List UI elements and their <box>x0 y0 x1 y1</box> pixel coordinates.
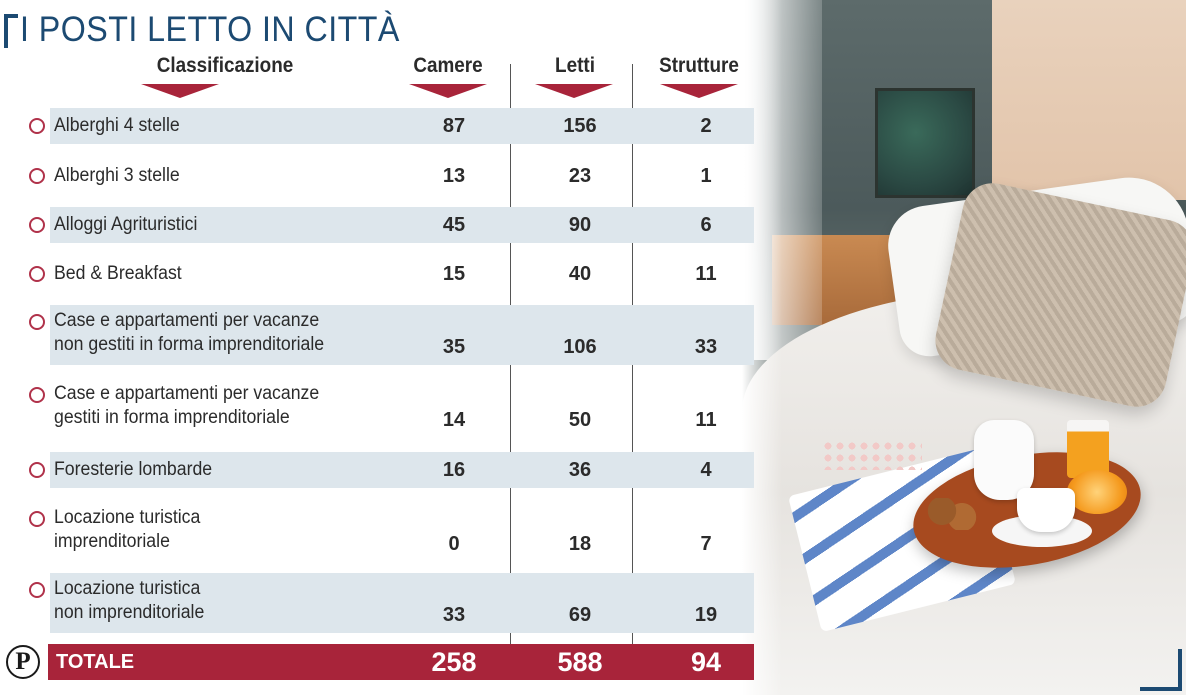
row-structures: 2 <box>700 115 712 137</box>
row-rooms: 14 <box>442 409 466 431</box>
bullet-circle-icon <box>29 168 45 184</box>
row-structures: 33 <box>694 336 718 358</box>
row-label: Case e appartamenti per vacanze <box>54 310 320 331</box>
table-row <box>50 378 754 438</box>
header-classification-arrow-icon <box>141 84 219 98</box>
row-beds: 36 <box>568 459 592 481</box>
photo-cookies <box>927 498 977 530</box>
row-rooms: 13 <box>442 165 466 187</box>
row-label: Locazione turistica <box>54 578 201 599</box>
bullet-circle-icon <box>29 462 45 478</box>
total-label: TOTALE <box>56 651 135 673</box>
bullet-circle-icon <box>29 511 45 527</box>
header-classification: Classificazione <box>156 54 294 77</box>
bedroom-breakfast-photo <box>742 0 1186 695</box>
header-structures: Strutture <box>659 54 739 77</box>
table-row <box>50 207 754 243</box>
table-row <box>50 256 754 292</box>
row-label: Bed & Breakfast <box>54 263 182 284</box>
row-label: Case e appartamenti per vacanze <box>54 383 320 404</box>
row-label: Alberghi 3 stelle <box>54 165 180 186</box>
bullet-circle-icon <box>29 582 45 598</box>
table-row <box>50 452 754 488</box>
bullet-circle-icon <box>29 266 45 282</box>
row-structures: 19 <box>694 604 718 626</box>
row-label-line2: gestiti in forma imprenditoriale <box>54 407 290 428</box>
page-title <box>4 10 433 50</box>
row-structures: 7 <box>700 533 712 555</box>
row-label-line2: non imprenditoriale <box>54 602 205 623</box>
row-structures: 4 <box>700 459 712 481</box>
table-row <box>50 573 754 633</box>
row-rooms: 16 <box>442 459 466 481</box>
row-beds: 18 <box>568 533 592 555</box>
photo-flowers <box>822 440 922 470</box>
row-beds: 69 <box>568 604 592 626</box>
row-structures: 1 <box>700 165 712 187</box>
row-rooms: 0 <box>448 533 460 555</box>
row-rooms: 45 <box>442 214 466 236</box>
header-beds-arrow-icon <box>535 84 613 98</box>
row-rooms: 35 <box>442 336 466 358</box>
total-rooms: 258 <box>431 647 477 677</box>
header-structures-arrow-icon <box>660 84 738 98</box>
row-label: Locazione turistica <box>54 507 201 528</box>
row-structures: 11 <box>695 263 717 285</box>
table-row <box>50 108 754 144</box>
row-beds: 106 <box>563 336 597 358</box>
row-label: Alloggi Agrituristici <box>54 214 198 235</box>
row-rooms: 33 <box>442 604 466 626</box>
row-beds: 156 <box>563 115 597 137</box>
table-row <box>50 305 754 365</box>
photo-juice-glass <box>1067 420 1109 478</box>
bullet-circle-icon <box>29 118 45 134</box>
row-label: Alberghi 4 stelle <box>54 115 180 136</box>
row-label-line2: imprenditoriale <box>54 531 170 552</box>
table-row <box>50 158 754 194</box>
bullet-circle-icon <box>29 387 45 403</box>
header-rooms-arrow-icon <box>409 84 487 98</box>
row-beds: 50 <box>568 409 592 431</box>
row-label-line2: non gestiti in forma imprenditoriale <box>54 334 325 355</box>
header-rooms: Camere <box>413 54 483 77</box>
row-rooms: 87 <box>442 115 466 137</box>
title-bracket-icon <box>4 14 18 48</box>
bullet-circle-icon <box>29 314 45 330</box>
total-structures: 94 <box>690 647 722 677</box>
row-structures: 6 <box>700 214 712 236</box>
photo-wall <box>992 0 1186 200</box>
row-beds: 40 <box>568 263 592 285</box>
title-text: I POSTI LETTO IN CITTÀ <box>20 10 400 49</box>
table-row <box>50 502 754 562</box>
photo-orange <box>1067 470 1127 514</box>
row-label: Foresterie lombarde <box>54 459 213 480</box>
row-rooms: 15 <box>442 263 466 285</box>
total-row <box>48 644 754 680</box>
header-beds: Letti <box>555 54 595 77</box>
photo-painting <box>875 88 975 198</box>
photo-coffee-cup <box>1017 488 1075 532</box>
row-beds: 90 <box>568 214 592 236</box>
total-beds: 588 <box>557 647 603 677</box>
publisher-logo-icon: P <box>6 645 40 679</box>
row-beds: 23 <box>568 165 592 187</box>
row-structures: 11 <box>695 409 717 431</box>
corner-bracket-icon <box>1140 649 1182 691</box>
bullet-circle-icon <box>29 217 45 233</box>
